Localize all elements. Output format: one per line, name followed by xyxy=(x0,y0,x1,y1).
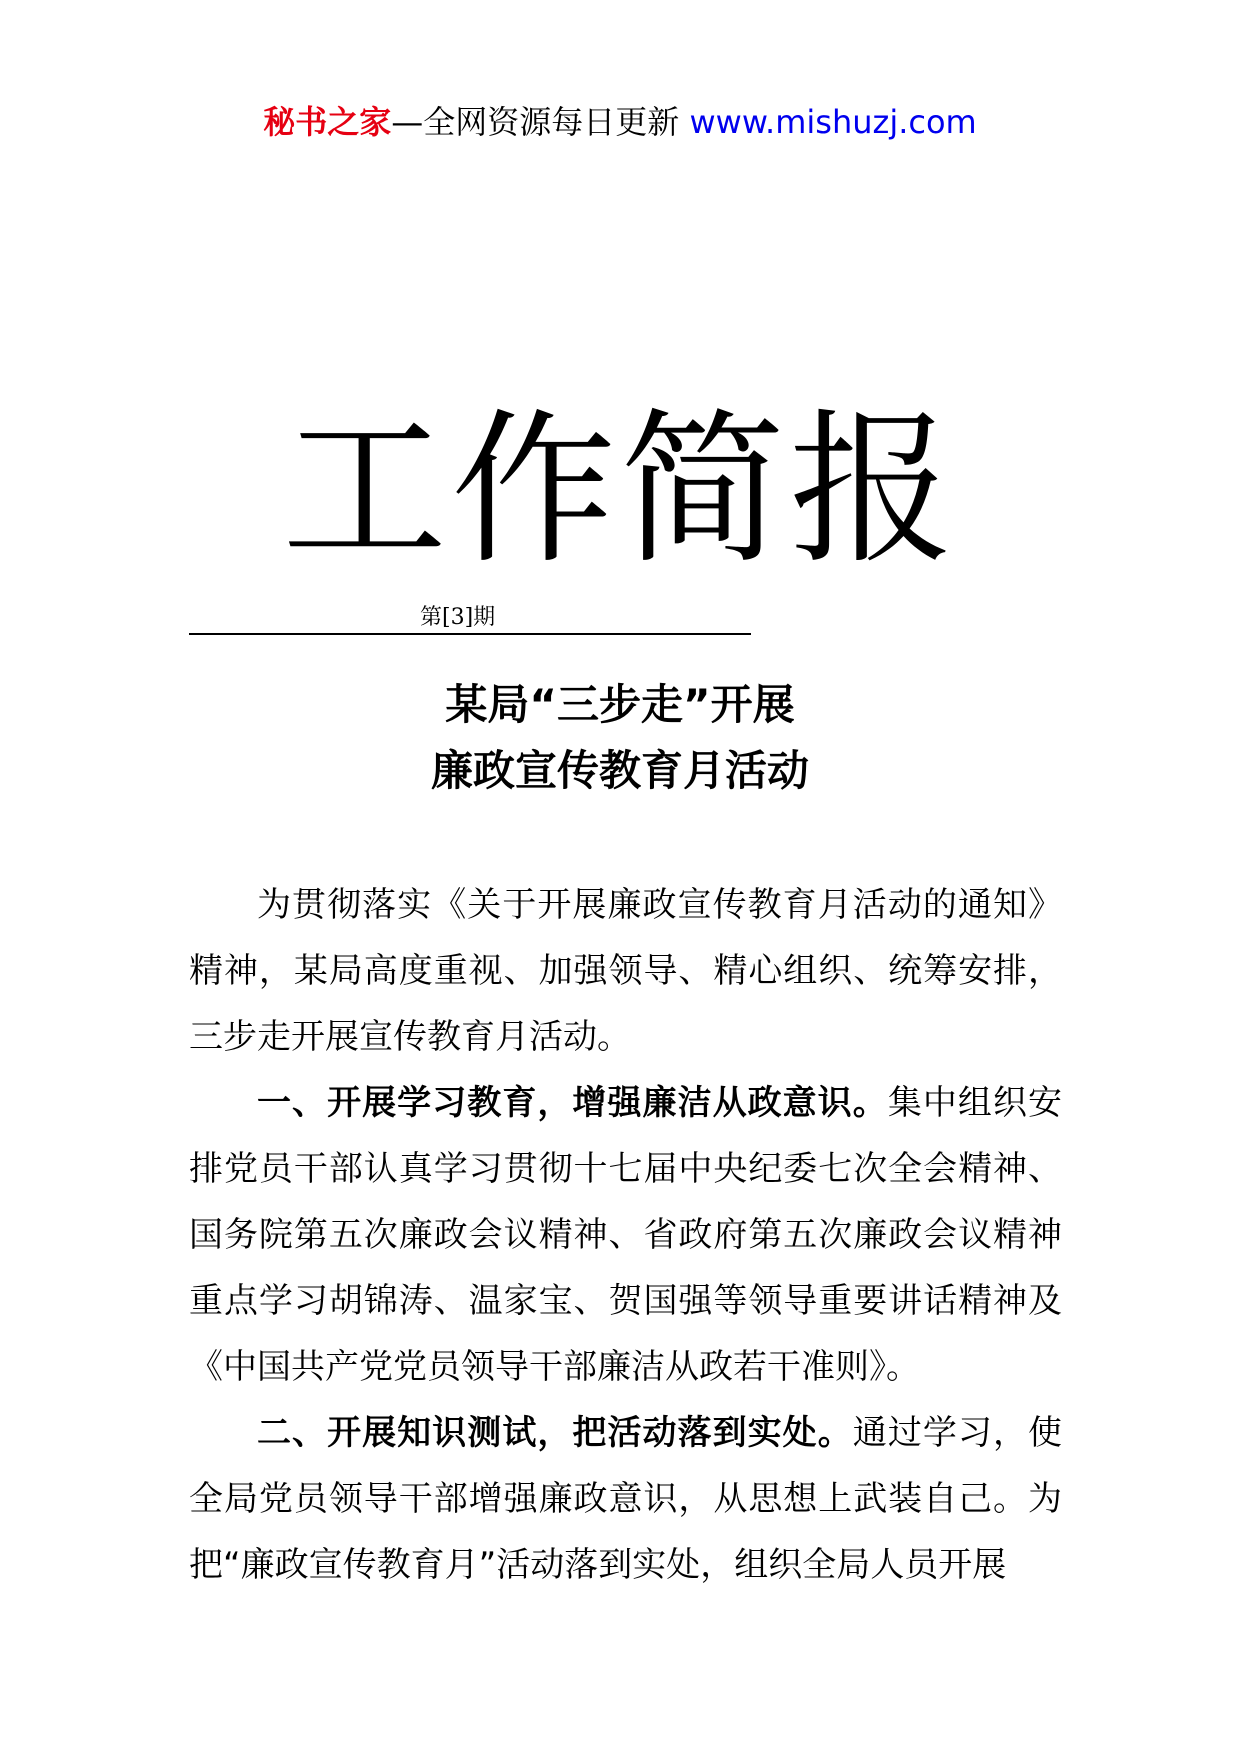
paragraph-text: 为贯彻落实《关于开展廉政宣传教育月活动的通知》精神，某局高度重视、加强领导、精心组织、统筹安排，三步走开展宣传教育月活动。 xyxy=(189,885,1062,1057)
headline-line-1: 某局“三步走”开展 xyxy=(445,680,795,729)
paragraph-intro xyxy=(189,872,1062,1070)
paragraph-text: 集中组织安排党员干部认真学习贯彻十七届中央纪委七次全会精神、国务院第五次廉政会议精神、省政府第五次廉政会议精神重点学习胡锦涛、温家宝、贺国强等领导重要讲话精神及《中国共产党党员领导干部廉洁从政若干准则》。 xyxy=(189,1083,1063,1387)
site-brand: 秘书之家 xyxy=(263,103,392,141)
headline-line-2: 廉政宣传教育月活动 xyxy=(430,746,809,795)
article-body xyxy=(189,872,1062,1598)
section-heading: 一、开展学习教育，增强廉洁从政意识。 xyxy=(257,1083,888,1123)
site-tagline: —全网资源每日更新 xyxy=(391,103,680,141)
issue-number: 第[3]期 xyxy=(420,605,496,630)
paragraph-section-2 xyxy=(189,1400,1062,1598)
masthead-title: 工作简报 xyxy=(282,394,958,586)
section-heading: 二、开展知识测试，把活动落到实处。 xyxy=(257,1413,853,1453)
site-url-link[interactable]: www.mishuzj.com xyxy=(689,103,977,141)
paragraph-text: 通过学习，使全局党员领导干部增强廉政意识，从思想上武装自己。为把“廉政宣传教育月”活动落到实处，组织全局人员开展 xyxy=(189,1413,1063,1585)
masthead-divider xyxy=(189,633,751,635)
article-headline xyxy=(0,672,1240,804)
site-header xyxy=(0,100,1240,144)
paragraph-section-1 xyxy=(189,1070,1062,1400)
